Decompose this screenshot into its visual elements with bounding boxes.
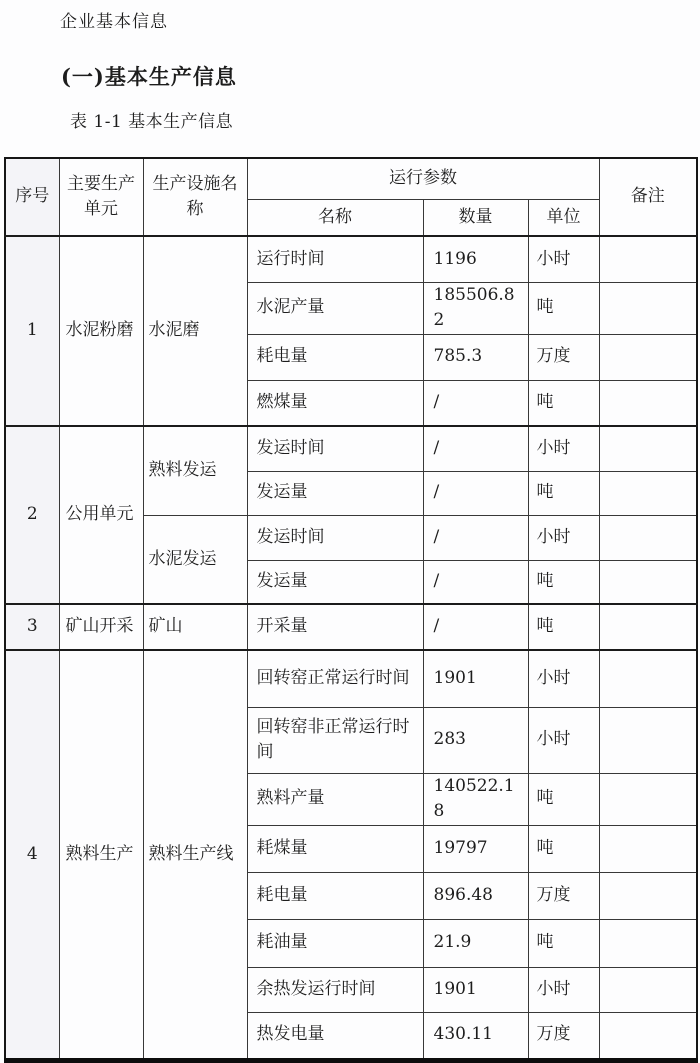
param-name-cell: 回转窑非正常运行时间 bbox=[247, 707, 423, 773]
facility-cell: 矿山 bbox=[143, 604, 247, 650]
remark-cell bbox=[599, 919, 697, 967]
param-qty-cell: 430.11 bbox=[423, 1012, 528, 1060]
param-unit-cell: 吨 bbox=[528, 825, 599, 872]
param-unit-cell: 小时 bbox=[528, 515, 599, 560]
table-header bbox=[5, 158, 697, 236]
remark-cell bbox=[599, 967, 697, 1012]
param-name-cell: 余热发运行时间 bbox=[247, 967, 423, 1012]
main-unit-cell: 矿山开采 bbox=[59, 604, 143, 650]
param-name-cell: 发运时间 bbox=[247, 426, 423, 471]
facility-cell: 熟料生产线 bbox=[143, 650, 247, 1060]
param-unit-cell: 吨 bbox=[528, 560, 599, 604]
param-qty-cell: / bbox=[423, 604, 528, 650]
param-unit-cell: 吨 bbox=[528, 919, 599, 967]
param-unit-cell: 吨 bbox=[528, 604, 599, 650]
param-unit-cell: 吨 bbox=[528, 471, 599, 515]
param-qty-cell: 185506.82 bbox=[423, 282, 528, 334]
remark-cell bbox=[599, 560, 697, 604]
param-unit-cell: 万度 bbox=[528, 1012, 599, 1060]
param-unit-cell: 小时 bbox=[528, 967, 599, 1012]
param-qty-cell: 1901 bbox=[423, 650, 528, 707]
table-body bbox=[5, 236, 697, 1060]
param-qty-cell: 140522.18 bbox=[423, 773, 528, 825]
param-unit-cell: 吨 bbox=[528, 773, 599, 825]
param-unit-cell: 万度 bbox=[528, 872, 599, 919]
param-name-cell: 水泥产量 bbox=[247, 282, 423, 334]
param-unit-cell: 万度 bbox=[528, 334, 599, 380]
facility-cell: 熟料发运 bbox=[143, 426, 247, 515]
header-param-qty: 数量 bbox=[423, 199, 528, 236]
param-qty-cell: 896.48 bbox=[423, 872, 528, 919]
param-unit-cell: 吨 bbox=[528, 282, 599, 334]
param-name-cell: 发运时间 bbox=[247, 515, 423, 560]
param-name-cell: 发运量 bbox=[247, 471, 423, 515]
param-name-cell: 回转窑正常运行时间 bbox=[247, 650, 423, 707]
param-unit-cell: 小时 bbox=[528, 650, 599, 707]
page-title: 企业基本信息 bbox=[60, 12, 168, 32]
param-qty-cell: 785.3 bbox=[423, 334, 528, 380]
param-qty-cell: 19797 bbox=[423, 825, 528, 872]
remark-cell bbox=[599, 825, 697, 872]
remark-cell bbox=[599, 604, 697, 650]
remark-cell bbox=[599, 515, 697, 560]
param-name-cell: 耗煤量 bbox=[247, 825, 423, 872]
remark-cell bbox=[599, 872, 697, 919]
seq-cell: 3 bbox=[5, 604, 59, 650]
table-caption: 表 1-1 基本生产信息 bbox=[70, 112, 234, 132]
param-name-cell: 开采量 bbox=[247, 604, 423, 650]
main-unit-cell: 熟料生产 bbox=[59, 650, 143, 1060]
param-name-cell: 耗电量 bbox=[247, 872, 423, 919]
section-heading: (一)基本生产信息 bbox=[61, 64, 237, 89]
remark-cell bbox=[599, 426, 697, 471]
param-name-cell: 运行时间 bbox=[247, 236, 423, 282]
basic-production-info-table bbox=[4, 157, 698, 1063]
param-name-cell: 燃煤量 bbox=[247, 380, 423, 426]
param-name-cell: 熟料产量 bbox=[247, 773, 423, 825]
param-unit-cell: 小时 bbox=[528, 236, 599, 282]
param-name-cell: 耗油量 bbox=[247, 919, 423, 967]
param-qty-cell: 1196 bbox=[423, 236, 528, 282]
param-qty-cell: / bbox=[423, 426, 528, 471]
param-name-cell: 耗电量 bbox=[247, 334, 423, 380]
param-unit-cell: 吨 bbox=[528, 380, 599, 426]
facility-cell: 水泥磨 bbox=[143, 236, 247, 426]
remark-cell bbox=[599, 282, 697, 334]
remark-cell bbox=[599, 471, 697, 515]
header-params-group: 运行参数 bbox=[247, 158, 599, 199]
header-param-name: 名称 bbox=[247, 199, 423, 236]
remark-cell bbox=[599, 380, 697, 426]
seq-cell: 1 bbox=[5, 236, 59, 426]
param-qty-cell: 1901 bbox=[423, 967, 528, 1012]
param-qty-cell: / bbox=[423, 471, 528, 515]
header-remark: 备注 bbox=[599, 158, 697, 236]
param-qty-cell: / bbox=[423, 560, 528, 604]
seq-cell: 4 bbox=[5, 650, 59, 1060]
header-param-unit: 单位 bbox=[528, 199, 599, 236]
param-name-cell: 发运量 bbox=[247, 560, 423, 604]
main-unit-cell: 公用单元 bbox=[59, 426, 143, 604]
param-qty-cell: / bbox=[423, 380, 528, 426]
header-seq: 序号 bbox=[5, 158, 59, 236]
param-qty-cell: 21.9 bbox=[423, 919, 528, 967]
remark-cell bbox=[599, 334, 697, 380]
seq-cell: 2 bbox=[5, 426, 59, 604]
header-main-unit: 主要生产单元 bbox=[59, 158, 143, 236]
facility-cell: 水泥发运 bbox=[143, 515, 247, 604]
remark-cell bbox=[599, 707, 697, 773]
param-unit-cell: 小时 bbox=[528, 426, 599, 471]
param-qty-cell: / bbox=[423, 515, 528, 560]
header-facility: 生产设施名称 bbox=[143, 158, 247, 236]
remark-cell bbox=[599, 650, 697, 707]
remark-cell bbox=[599, 773, 697, 825]
param-name-cell: 热发电量 bbox=[247, 1012, 423, 1060]
remark-cell bbox=[599, 1012, 697, 1060]
main-unit-cell: 水泥粉磨 bbox=[59, 236, 143, 426]
param-qty-cell: 283 bbox=[423, 707, 528, 773]
remark-cell bbox=[599, 236, 697, 282]
param-unit-cell: 小时 bbox=[528, 707, 599, 773]
